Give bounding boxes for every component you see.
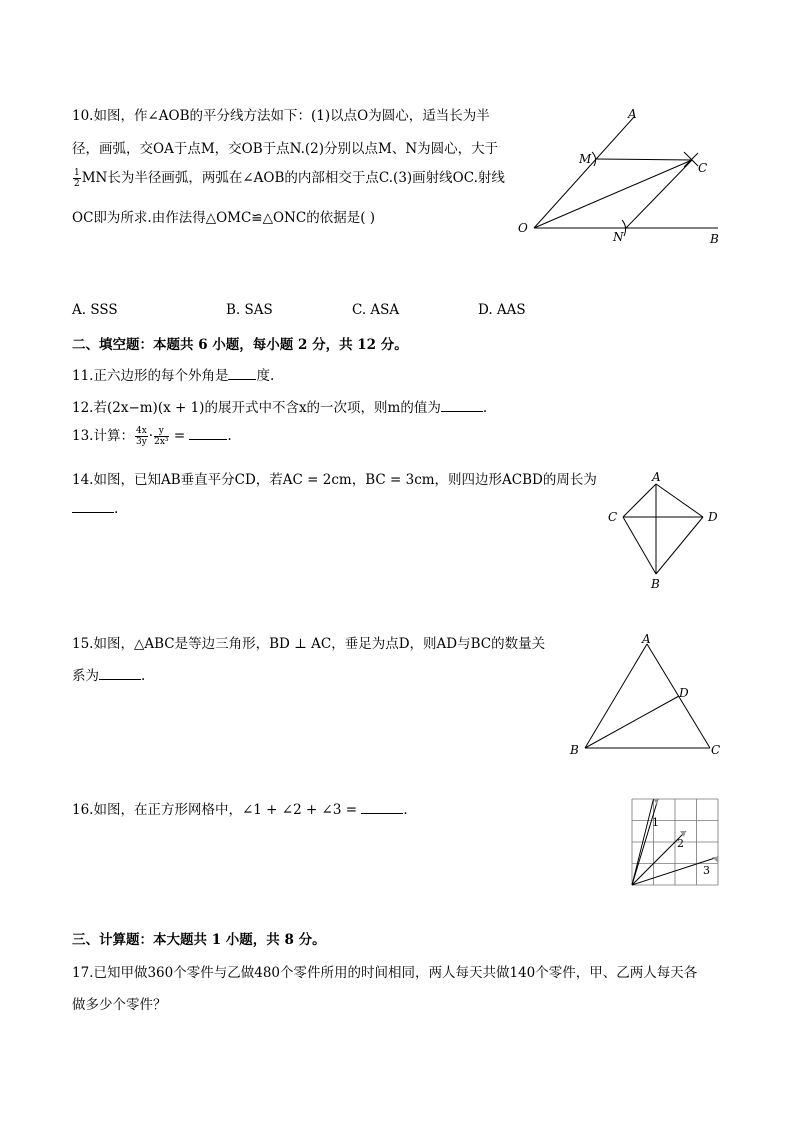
q17-line2: 做多少个零件？ [72, 997, 167, 1013]
angle-label-2: 2 [677, 837, 684, 850]
q13-text: 13.计算： [72, 428, 134, 444]
q16 [72, 798, 408, 818]
label-O: O [518, 221, 528, 235]
q16-text: 16.如图，在正方形网格中，∠1 + ∠2 + ∠3 = [72, 802, 358, 818]
q12-text-after: . [482, 400, 488, 416]
label-M: M [579, 152, 592, 166]
q10-line1: 10.如图，作∠AOB的平分线方法如下：(1)以点O为圆心，适当长为半 [72, 108, 490, 124]
label-B: B [651, 577, 660, 591]
label-C: C [698, 161, 708, 175]
q15-triangle-figure [560, 630, 730, 760]
q13-dot: · [148, 428, 154, 444]
q13-fraction-2 [154, 426, 168, 447]
q10-angle-bisector-figure [510, 100, 740, 250]
q10-line2: 径，画弧，交OA于点M，交OB于点N.(2)分别以点M、N为圆心，大于 [72, 141, 499, 157]
q16-answer-blank [361, 801, 403, 814]
label-C: C [608, 510, 618, 524]
q13-fraction-1 [135, 426, 148, 447]
q16-text-after: . [403, 802, 408, 818]
q15-answer-blank [99, 667, 141, 680]
q11-text-after: 度. [256, 368, 275, 384]
q11-text: 11.正六边形的每个外角是 [72, 368, 229, 384]
q13 [72, 424, 232, 447]
q14-kite-figure [600, 466, 730, 596]
q10-fraction [73, 168, 81, 189]
label-A: A [652, 470, 661, 484]
q16-grid-figure [628, 795, 724, 889]
q10-option-a: A. SSS [72, 302, 118, 318]
q14-answer-blank [72, 500, 114, 513]
q11 [72, 364, 274, 384]
section-3-heading: 三、计算题：本大题共 1 小题，共 8 分。 [72, 932, 326, 948]
label-D: D [679, 686, 689, 700]
label-A: A [642, 632, 651, 646]
q13-f1-den: 3y [135, 437, 147, 447]
q12 [72, 396, 487, 416]
q14-line2 [72, 500, 118, 517]
q15-text-after: . [141, 668, 146, 684]
q13-f2-den: 2x³ [154, 437, 169, 447]
q14-line1: 14.如图，已知AB垂直平分CD，若AC = 2cm，BC = 3cm，则四边形ACBD的周长为 [72, 472, 597, 488]
q10-option-c: C. ASA [352, 302, 400, 318]
q13-equals: = [173, 428, 186, 444]
q10-line3 [72, 166, 505, 189]
q12-answer-blank [441, 399, 483, 412]
q10-option-b: B. SAS [226, 302, 273, 318]
label-N: N [613, 230, 624, 244]
q14-text-after: . [114, 501, 119, 517]
q13-f1-num: 4x [135, 426, 147, 436]
q10-line4: OC即为所求.由作法得△OMC≌△ONC的依据是( ) [72, 210, 376, 226]
label-D: D [708, 510, 718, 524]
q15-line2-text: 系为 [72, 668, 99, 684]
q10-frac-den: 2 [74, 179, 80, 189]
q10-option-d: D. AAS [478, 302, 526, 318]
q10-frac-num: 1 [74, 168, 80, 178]
q13-text-after: . [227, 428, 232, 444]
q10-line3-text: MN长为半径画弧，两弧在∠AOB的内部相交于点C.(3)画射线OC.射线 [81, 170, 505, 186]
q15-line1: 15.如图，△ABC是等边三角形，BD ⊥ AC，垂足为点D，则AD与BC的数量关 [72, 636, 546, 652]
q12-text: 12.若(2x−m)(x + 1)的展开式中不含x的一次项，则m的值为 [72, 400, 441, 416]
q13-f2-num: y [154, 426, 168, 437]
q11-answer-blank [228, 367, 256, 380]
section-2-heading: 二、填空题：本题共 6 小题，每小题 2 分，共 12 分。 [72, 337, 408, 353]
label-C: C [711, 743, 721, 757]
q13-answer-blank [189, 427, 227, 440]
angle-label-3: 3 [703, 864, 710, 877]
label-B: B [570, 743, 579, 757]
label-A: A [628, 107, 637, 121]
q17-line1: 17.已知甲做360个零件与乙做480个零件所用的时间相同，两人每天共做140个零件，甲、乙两人每天各 [72, 965, 698, 981]
label-B: B [710, 232, 719, 246]
q15-line2 [72, 664, 145, 684]
angle-label-1: 1 [652, 816, 659, 829]
